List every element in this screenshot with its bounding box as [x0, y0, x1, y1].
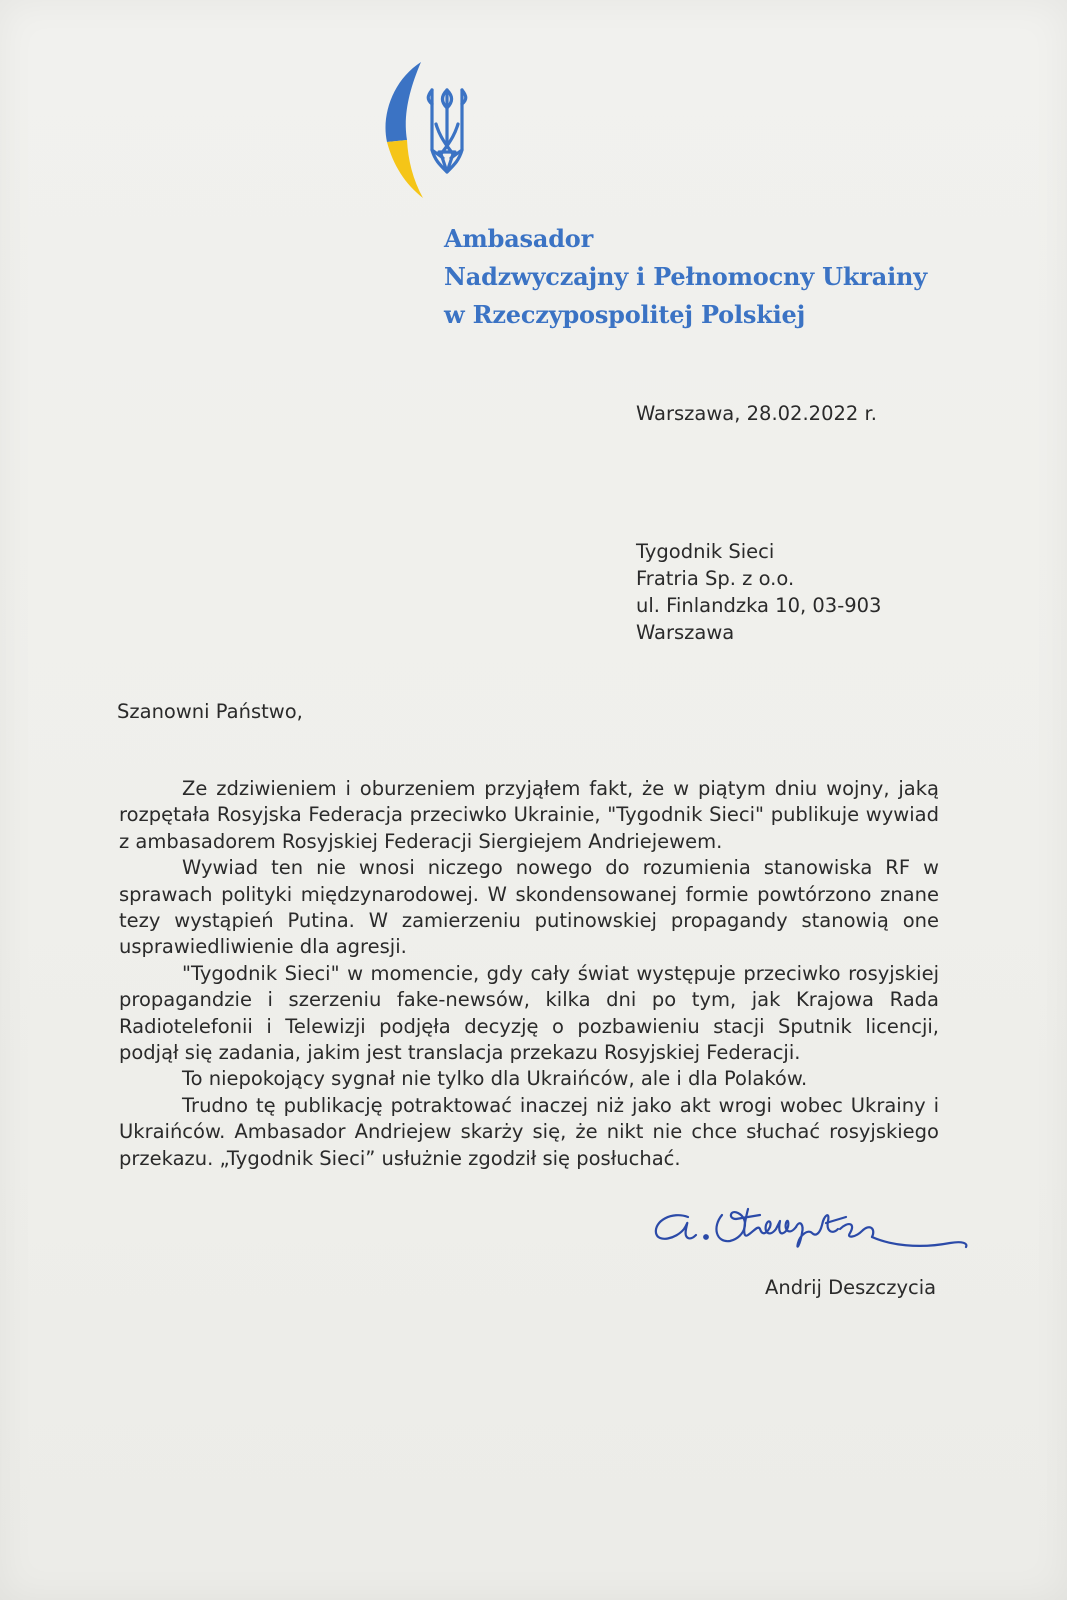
signer-name: Andrij Deszczycia [765, 1276, 937, 1299]
recipient-line-3: ul. Finlandzka 10, 03-903 [636, 594, 882, 617]
letter-date: Warszawa, 28.02.2022 r. [636, 402, 877, 425]
emblem-crescent-yellow [387, 140, 423, 198]
emblem-crescent-blue [385, 62, 421, 142]
recipient-line-1: Tygodnik Sieci [636, 540, 775, 563]
salutation: Szanowni Państwo, [117, 700, 303, 723]
recipient-line-2: Fratria Sp. z o.o. [636, 567, 795, 590]
recipient-address [636, 538, 881, 646]
paragraph-3: "Tygodnik Sieci" w momencie, gdy cały świat występuje przeciwko rosyjskiej propagandzie i szerzeniu fake-newsów, kilka dni po tym, jak Krajowa Rada Radiotelefonii i Telewizji podjęła decyzję o pozbawieniu stacji Sputnik licencji, podjął się zadania, jakim jest translacja przekazu Rosyjskiej Federacji. [119, 961, 939, 1065]
header-line-2: Nadzwyczajny i Pełnomocny Ukrainy [444, 262, 927, 291]
trident-mark [428, 90, 466, 172]
recipient-line-4: Warszawa [636, 621, 735, 644]
paragraph-5: Trudno tę publikację potraktować inaczej niż jako akt wrogi wobec Ukrainy i Ukraińców. Ambasador Andriejew skarży się, że nikt nie chce słuchać rosyjskiego przekazu. „Tygodnik Sieci” usłużnie zgodził się posłuchać. [119, 1093, 939, 1170]
header-line-1: Ambasador [444, 224, 594, 253]
paragraph-4: To niepokojący sygnał nie tylko dla Ukraińców, ale i dla Polaków. [182, 1067, 808, 1091]
paragraph-2: Wywiad ten nie wnosi niczego nowego do rozumienia stanowiska RF w sprawach polityki międzynarodowej. W skondensowanej formie powtórzono znane tezy wystąpień Putina. W zamierzeniu putinowskiej propagandy stanowią one usprawiedliwienie dla agresji. [119, 856, 939, 959]
ukraine-trident-icon [383, 60, 513, 200]
ambassador-header [444, 220, 927, 334]
handwritten-signature [650, 1185, 990, 1265]
paragraph-1: Ze zdziwieniem i oburzeniem przyjąłem fakt, że w piątym dniu wojny, jaką rozpętała Rosyjska Federacja przeciwko Ukrainie, "Tygodnik Sieci" publikuje wywiad z ambasadorem Rosyjskiej Federacji Siergiejem Andriejewem. [119, 777, 939, 853]
letter-body [119, 776, 939, 1172]
header-line-3: w Rzeczypospolitej Polskiej [444, 300, 806, 329]
